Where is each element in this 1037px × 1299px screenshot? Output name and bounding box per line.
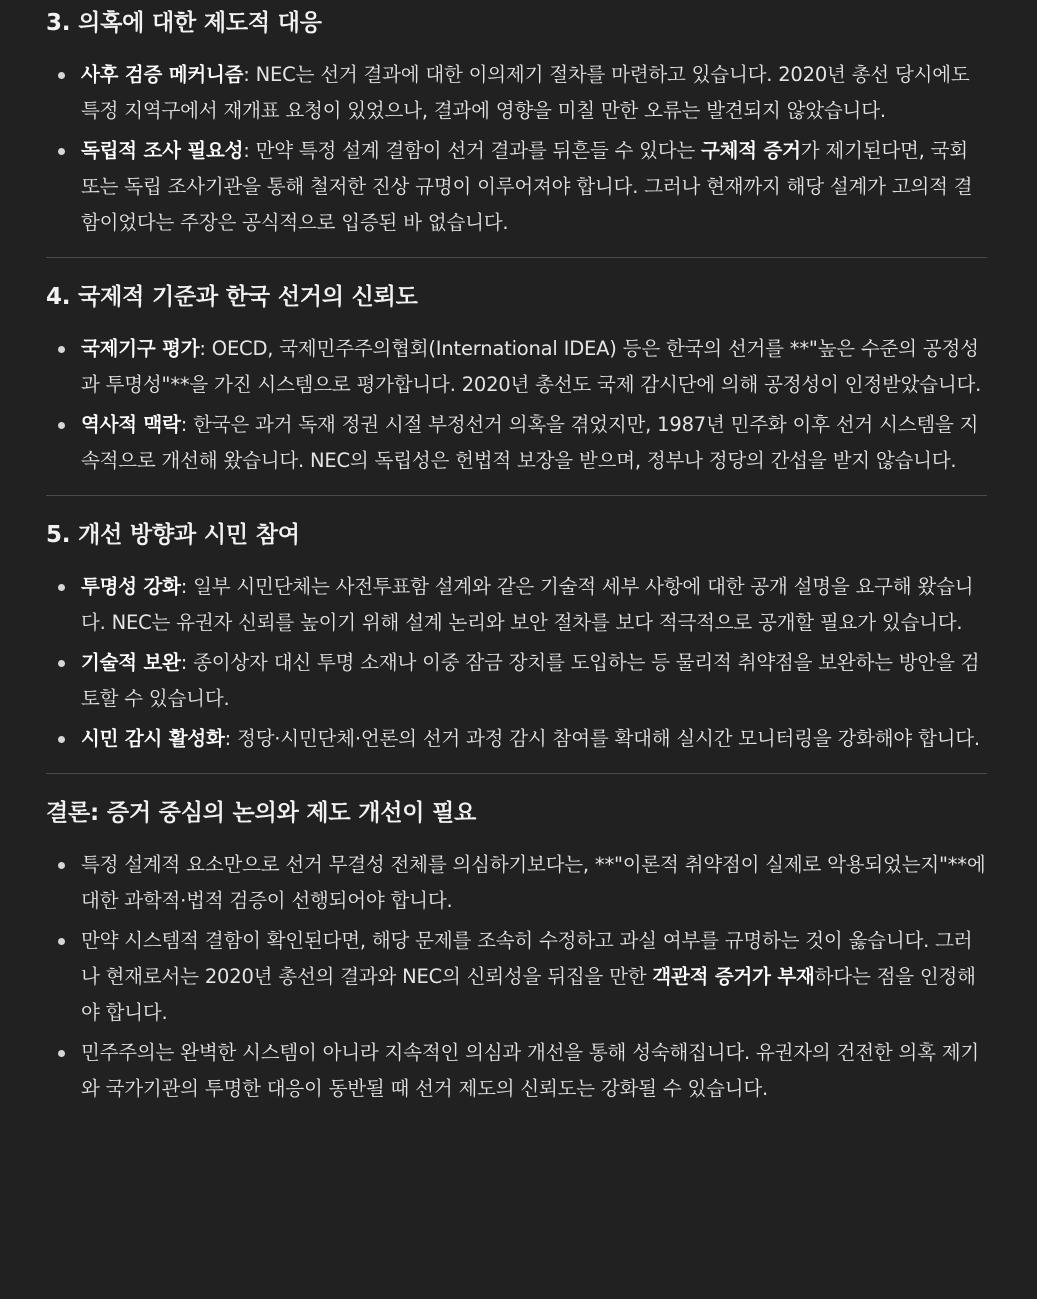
list-item — [46, 721, 987, 757]
list-item — [46, 569, 987, 641]
item-text: : 일부 시민단체는 사전투표함 설계와 같은 기술적 세부 사항에 대한 공개 설명을 요구해 왔습니다. NEC는 유권자 신뢰를 높이기 위해 설계 논리와 보안 절차를 보다 적극적으로 공개할 필요가 있습니다. — [81, 575, 974, 634]
item-text: : 한국은 과거 독재 정권 시절 부정선거 의혹을 겪었지만, 1987년 민주화 이후 선거 시스템을 지속적으로 개선해 왔습니다. NEC의 독립성은 헌법적 보장을 받으며, 정부나 정당의 간섭을 받지 않습니다. — [81, 413, 979, 472]
section-heading: 3. 의혹에 대한 제도적 대응 — [46, 10, 322, 36]
item-emphasis: 구체적 증거 — [701, 139, 801, 162]
bullet-list — [46, 847, 987, 1107]
section-improvement-direction — [46, 496, 987, 757]
item-label: 역사적 맥락 — [81, 413, 181, 436]
item-text: : 종이상자 대신 투명 소재나 이중 잠금 장치를 도입하는 등 물리적 취약점을 보완하는 방안을 검토할 수 있습니다. — [81, 651, 980, 710]
item-text: : 만약 특정 설계 결함이 선거 결과를 뒤흔들 수 있다는 — [243, 139, 702, 162]
list-item — [46, 133, 987, 241]
item-text: : OECD, 국제민주주의협회(International IDEA) 등은 한국의 선거를 **"높은 수준의 공정성과 투명성"**을 가진 시스템으로 평가합니다. 2020년 총선도 국제 감시단에 의해 공정성이 인정받았습니다. — [81, 337, 982, 396]
item-text: 민주주의는 완벽한 시스템이 아니라 지속적인 의심과 개선을 통해 성숙해집니다. 유권자의 건전한 의혹 제기와 국가기관의 투명한 대응이 동반될 때 선거 제도의 신뢰도는 강화될 수 있습니다. — [81, 1041, 980, 1100]
section-heading: 5. 개선 방향과 시민 참여 — [46, 522, 300, 548]
item-text: : 정당·시민단체·언론의 선거 과정 감시 참여를 확대해 실시간 모니터링을 강화해야 합니다. — [224, 727, 980, 750]
section-heading: 결론: 증거 중심의 논의와 제도 개선이 필요 — [46, 800, 477, 826]
list-item — [46, 331, 987, 403]
item-text: 가 제기된다면, 국회 또는 독립 조사기관을 통해 철저한 진상 규명이 이루어져야 합니다. 그러나 현재까지 해당 설계가 고의적 결함이었다는 주장은 공식적으로 입증된 바 없습니다. — [81, 139, 973, 234]
list-item — [46, 407, 987, 479]
bullet-list — [46, 57, 987, 241]
item-label: 국제기구 평가 — [81, 337, 200, 360]
item-text: : NEC는 선거 결과에 대한 이의제기 절차를 마련하고 있습니다. 2020년 총선 당시에도 특정 지역구에서 재개표 요청이 있었으나, 결과에 영향을 미칠 만한 오류는 발견되지 않았습니다. — [81, 63, 970, 122]
list-item — [46, 923, 987, 1031]
section-heading: 4. 국제적 기준과 한국 선거의 신뢰도 — [46, 284, 418, 310]
item-label: 기술적 보완 — [81, 651, 181, 674]
item-text: 만약 시스템적 결함이 확인된다면, 해당 문제를 조속히 수정하고 과실 여부를 규명하는 것이 옳습니다. 그러나 현재로서는 2020년 총선의 결과와 NEC의 신뢰성을 뒤집을 만한 — [81, 929, 973, 988]
list-item — [46, 57, 987, 129]
bullet-list — [46, 331, 987, 479]
list-item — [46, 847, 987, 919]
list-item — [46, 645, 987, 717]
section-conclusion — [46, 774, 987, 1107]
bullet-list — [46, 569, 987, 757]
item-label: 사후 검증 메커니즘 — [81, 63, 244, 86]
item-label: 투명성 강화 — [81, 575, 181, 598]
section-institutional-response — [46, 0, 987, 241]
list-item — [46, 1035, 987, 1107]
item-text: 하다는 점을 인정해야 합니다. — [81, 965, 976, 1024]
section-international-standards — [46, 258, 987, 479]
item-text: 특정 설계적 요소만으로 선거 무결성 전체를 의심하기보다는, **"이론적 취약점이 실제로 악용되었는지"**에 대한 과학적·법적 검증이 선행되어야 합니다. — [81, 853, 986, 912]
item-label: 시민 감시 활성화 — [81, 727, 225, 750]
item-label: 독립적 조사 필요성 — [81, 139, 244, 162]
item-emphasis: 객관적 증거가 부재 — [652, 965, 815, 988]
